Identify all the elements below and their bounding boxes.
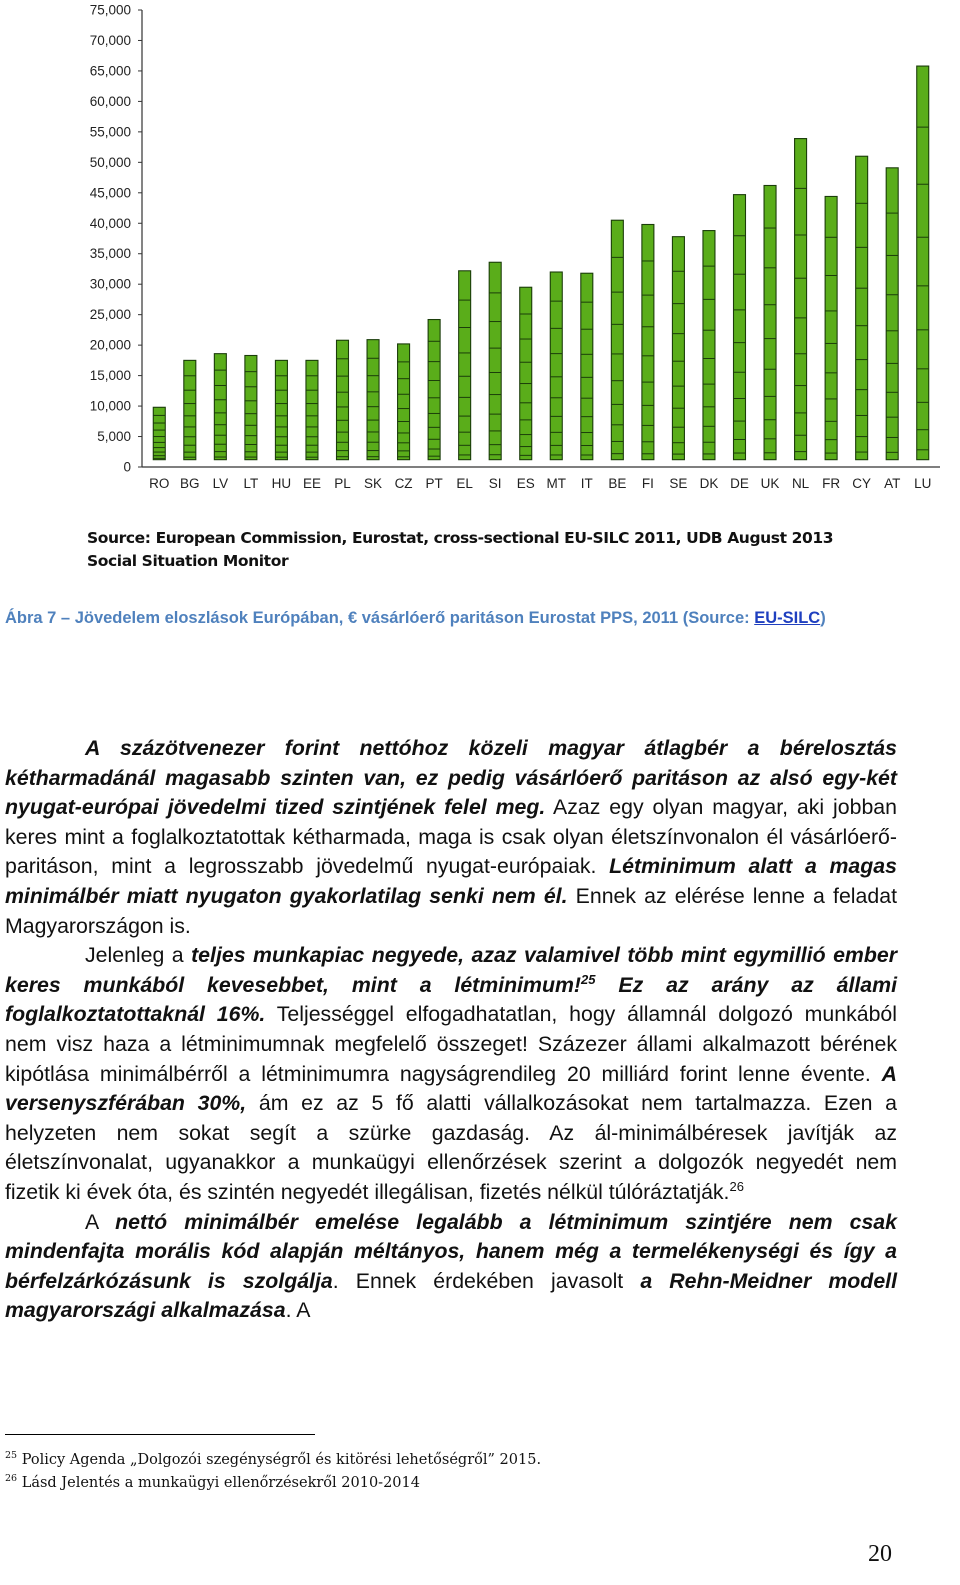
x-tick-label: UK <box>760 476 780 491</box>
bar <box>398 344 410 460</box>
y-tick-label: 20,000 <box>89 337 131 353</box>
footnote-26 <box>5 1472 541 1495</box>
bar-cz <box>398 344 410 460</box>
x-tick-label: EL <box>456 476 473 491</box>
bar-nl <box>795 139 807 460</box>
bar-cy <box>856 156 868 459</box>
caption-text: Ábra 7 – Jövedelem eloszlások Európában, € vásárlóerő paritáson Eurostat PPS, 2011 (Source: <box>5 609 755 627</box>
x-tick-label: NL <box>791 476 810 491</box>
footnotes <box>5 1449 541 1495</box>
bar-uk <box>764 185 776 459</box>
x-tick-label: BE <box>608 476 627 491</box>
bar <box>917 66 929 460</box>
bar <box>459 271 471 460</box>
source-line-1: Source: European Commission, Eurostat, cross-sectional EU-SILC 2011, UDB August 2013 <box>87 529 834 547</box>
y-tick-label: 45,000 <box>89 185 131 201</box>
y-tick-label: 60,000 <box>89 93 131 109</box>
p2-text-2: Teljességgel elfogadhatatlan, hogy államnál dolgozó munkából nem visz haza a létminimumnak megfelelő összeget! Százezer állami alkalmazott bérének kipótlása minimálbérről a létminimumra nagyságrendileg 20 milliárd forint lenne évente. <box>5 1002 897 1086</box>
footnote-text: Lásd Jelentés a munkaügyi ellenőrzésekről 2010-2014 <box>21 1475 420 1491</box>
x-tick-label: LU <box>914 476 932 491</box>
x-tick-label: SE <box>669 476 688 491</box>
p3-text-2: . Ennek érdekében javasolt <box>332 1268 641 1293</box>
paragraph-1 <box>5 734 897 941</box>
bar <box>764 185 776 459</box>
caption-link[interactable]: EU-SILC <box>754 609 821 627</box>
p1-emphasis: A százötvenezer forint nettóhoz közeli magyar átlagbér a bérelosztás kétharmadánál magasabb szinten van, ez pedig vásárlóerő paritáson az alsó egy-két nyugat-európai jövedelmi tized szintjének felel meg. <box>5 736 897 820</box>
x-tick-label: HU <box>271 476 292 491</box>
p3-emphasis-2: a Rehn-Meidner modell magyarországi alkalmazása <box>5 1268 897 1323</box>
p3-text: A <box>85 1209 116 1234</box>
y-tick-label: 50,000 <box>89 154 131 170</box>
bar <box>520 287 532 459</box>
caption-end: ) <box>820 609 826 627</box>
y-tick-label: 35,000 <box>89 246 131 262</box>
p1-emphasis-2: Létminimum alatt a magas minimálbér miatt nyugaton gyakorlatilag senki nem él. <box>5 854 897 908</box>
bar <box>734 195 746 460</box>
p2-emphasis: teljes munkapiac negyede, azaz valamivel több mint egymillió ember keres munkából kevesebbet, mint a létminimum! <box>5 943 897 997</box>
bar-dk <box>703 231 715 460</box>
footnote-number: 25 <box>5 1450 18 1462</box>
y-tick-label: 15,000 <box>89 368 131 384</box>
bar-hu <box>275 360 287 459</box>
footnote-rule <box>5 1434 315 1435</box>
y-tick-label: 30,000 <box>89 276 131 292</box>
p3-text-3: . A <box>285 1298 311 1323</box>
bar-bg <box>184 360 196 459</box>
y-tick-label: 55,000 <box>89 124 131 140</box>
bar-se <box>672 237 684 460</box>
x-tick-label: LV <box>212 476 229 491</box>
bar-lu <box>917 66 929 460</box>
bar-sk <box>367 340 379 460</box>
y-tick-label: 0 <box>123 459 131 475</box>
body-text <box>5 734 897 1326</box>
x-tick-label: ES <box>516 476 535 491</box>
bar-pl <box>337 340 349 459</box>
y-tick-label: 75,000 <box>89 2 131 18</box>
bar <box>550 272 562 460</box>
bar-es <box>520 287 532 459</box>
p2-emphasis-2: Ez az arány az állami foglalkoztatottaknál 16%. <box>5 972 897 1027</box>
p1-text: Azaz egy olyan magyar, aki jobban keres mint a foglalkoztatottak kétharmada, maga is csak olyan életszínvonalon él vásárlóerő-paritáson, mint a legrosszabb jövedelmű nyugat-európaiak. <box>5 795 897 879</box>
bar-de <box>734 195 746 460</box>
y-axis <box>90 3 142 475</box>
bar <box>337 340 349 459</box>
bar <box>611 220 623 459</box>
bar <box>856 156 868 459</box>
y-tick-label: 5,000 <box>97 429 131 445</box>
x-tick-label: FI <box>641 476 654 491</box>
x-tick-label: SI <box>488 476 502 491</box>
bar <box>672 237 684 460</box>
bar <box>642 224 654 459</box>
bar <box>367 340 379 460</box>
bar-lt <box>245 355 257 459</box>
bar-be <box>611 220 623 459</box>
p2-text-3: ám ez az 5 fő alatti vállalkozásokat nem tartalmazza. Ezen a helyzeten nem sokat segít a szürke gazdaság. Az ál-minimálbéresek javítják az életszínvonalat, ugyanakkor a munkaügyi ellenőrzések szerint a dolgozók negyedét nem fizetik ki évek óta, és szintén negyedét illegálisan, fizetés nélkül túlóráztatják. <box>5 1091 897 1204</box>
footnote-number: 26 <box>5 1473 18 1485</box>
bar-ro <box>153 407 165 459</box>
bar-at <box>886 168 898 460</box>
source-line-2: Social Situation Monitor <box>87 552 289 570</box>
figure-caption <box>5 607 935 630</box>
income-distribution-chart <box>0 0 960 500</box>
bar-el <box>459 271 471 460</box>
paragraph-3 <box>5 1208 897 1326</box>
x-tick-label: EE <box>302 476 321 491</box>
bar-ee <box>306 360 318 459</box>
p3-emphasis: nettó minimálbér emelése legalább a létminimum szintjére nem csak mindenfajta morális kód alapján méltányos, hanem még a termelékenységi és így a bérfelzárkózásunk is szolgálja <box>5 1209 897 1293</box>
bar-fr <box>825 196 837 459</box>
x-tick-label: SK <box>364 476 383 491</box>
x-axis <box>142 467 940 491</box>
x-tick-label: AT <box>884 476 901 491</box>
x-tick-label: LT <box>243 476 259 491</box>
bar-series <box>153 66 928 460</box>
x-tick-label: FR <box>822 476 841 491</box>
x-tick-label: IT <box>580 476 593 491</box>
y-tick-label: 70,000 <box>89 32 131 48</box>
y-tick-label: 10,000 <box>89 398 131 414</box>
figure-source <box>87 527 833 573</box>
p2-emphasis-3: A versenyszférában 30%, <box>5 1061 897 1116</box>
bar <box>581 273 593 459</box>
footnote-25 <box>5 1449 541 1472</box>
p2-text: Jelenleg a <box>85 943 192 968</box>
y-tick-label: 40,000 <box>89 215 131 231</box>
paragraph-2 <box>5 941 897 1207</box>
x-tick-label: BG <box>180 476 200 491</box>
footnote-ref-26[interactable]: 26 <box>729 1178 744 1194</box>
x-tick-label: PT <box>425 476 443 491</box>
bar-pt <box>428 320 440 460</box>
bar-it <box>581 273 593 459</box>
bar <box>703 231 715 460</box>
x-tick-label: DK <box>699 476 719 491</box>
bar <box>886 168 898 460</box>
bar-si <box>489 262 501 459</box>
bar-lv <box>214 354 226 460</box>
x-tick-label: CY <box>852 476 872 491</box>
bar <box>489 262 501 459</box>
bar <box>428 320 440 460</box>
x-tick-label: PL <box>334 476 351 491</box>
bar <box>795 139 807 460</box>
x-tick-label: CZ <box>394 476 413 491</box>
footnote-text: Policy Agenda „Dolgozói szegénységről és kitörési lehetőségről” 2015. <box>21 1452 542 1468</box>
bar-fi <box>642 224 654 459</box>
y-tick-label: 25,000 <box>89 307 131 323</box>
y-tick-label: 65,000 <box>89 63 131 79</box>
x-tick-label: DE <box>730 476 749 491</box>
x-tick-label: MT <box>546 476 567 491</box>
p1-text-2: Ennek az elérése lenne a feladat Magyarországon is. <box>5 883 897 938</box>
x-tick-label: RO <box>149 476 170 491</box>
bar-mt <box>550 272 562 460</box>
page-number: 20 <box>868 1541 892 1567</box>
bar <box>825 196 837 459</box>
footnote-ref-25[interactable]: 25 <box>581 971 596 987</box>
